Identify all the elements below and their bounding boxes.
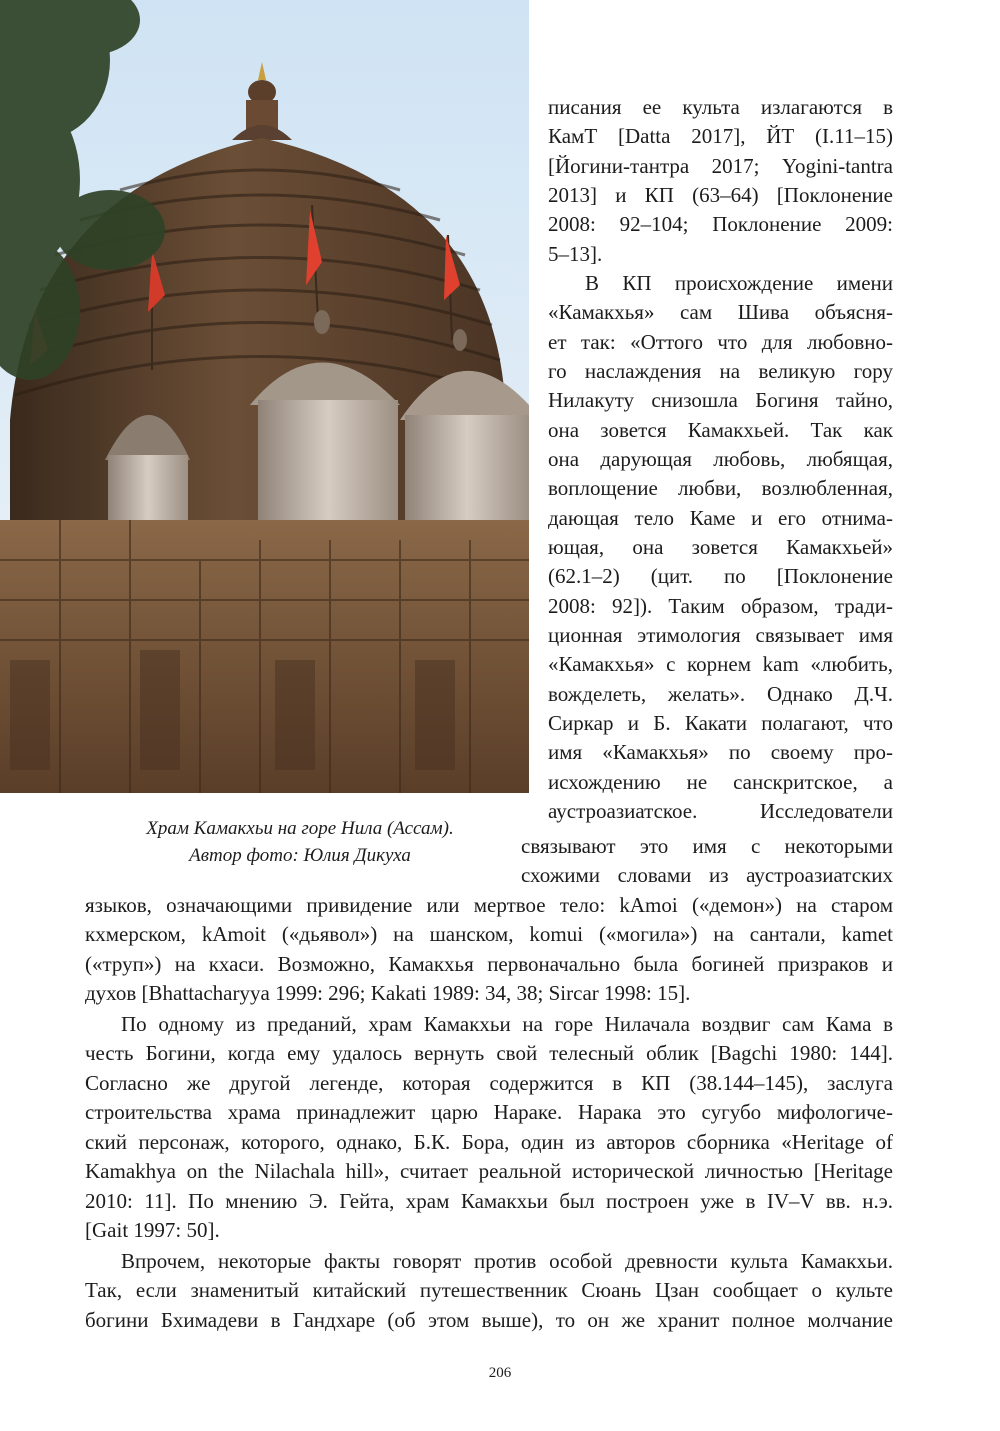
text-line: Сиркар и Б. Какати полагают, что <box>548 711 893 735</box>
text-line: дающая тело Каме и его отнима- <box>548 506 893 530</box>
text-line: языков, означающими привидение или мертвое тело: kAmoi («демон») на старом <box>85 893 893 917</box>
text-line: схожими словами из аустроазиатских <box>521 863 893 887</box>
text-line: («труп») на кхаси. Возможно, Камакхья первоначально была богиней призраков и <box>85 952 893 976</box>
text-line: писания ее культа излагаются в <box>548 95 893 119</box>
text-line: ский персонаж, которого, однако, Б.К. Бора, один из авторов сборника «Heritage of <box>85 1130 893 1154</box>
text-line: [Gait 1997: 50]. <box>85 1218 220 1242</box>
temple-photo <box>0 0 529 793</box>
text-line: (62.1–2) (цит. по [Поклонение <box>548 564 893 588</box>
photo-caption <box>100 815 500 869</box>
text-line: честь Богини, когда ему удалось вернуть свой телесный облик [Bagchi 1980: 144]. <box>85 1041 893 1065</box>
text-line: вожделеть, желать». Однако Д.Ч. <box>548 682 893 706</box>
text-line: «Камакхья» с корнем kam «любить, <box>548 652 893 676</box>
text-line: 2010: 11]. По мнению Э. Гейта, храм Камакхьи был построен уже в IV–V вв. н.э. <box>85 1189 893 1213</box>
text-line: исхождению не санскритское, а <box>548 770 893 794</box>
text-line: ющая, она зовется Камакхьей» <box>548 535 893 559</box>
text-line: связывают это имя с некоторыми <box>521 834 893 858</box>
text-line: го наслаждения на великую гору <box>548 359 893 383</box>
text-line: Kamakhya on the Nilachala hill», считает реальной исторической личностью [Heritage <box>85 1159 893 1183</box>
text-line: Так, если знаменитый китайский путешественник Сюань Цзан сообщает о культе <box>85 1278 893 1302</box>
text-line: «Камакхья» сам Шива объясня- <box>548 300 893 324</box>
text-line: Нилакуту снизошла Богиня тайно, <box>548 388 893 412</box>
text-line: кхмерском, kAmoit («дьявол») на шанском, komui («могила») на сантали, kamet <box>85 922 893 946</box>
text-line: аустроазиатское. Исследователи <box>548 799 893 823</box>
caption-line-2: Автор фото: Юлия Дикуха <box>189 845 411 866</box>
text-line: Согласно же другой легенде, которая содержится в КП (38.144–145), заслуга <box>85 1071 893 1095</box>
caption-line-1: Храм Камакхьи на горе Нила (Ассам). <box>146 818 454 839</box>
text-line: 2008: 92–104; Поклонение 2009: <box>548 212 893 236</box>
text-line: КамТ [Datta 2017], ЙТ (I.11–15) <box>548 124 893 148</box>
text-line: ет так: «Оттого что для любовно- <box>548 330 893 354</box>
text-line: По одному из преданий, храм Камакхьи на горе Нилачала воздвиг сам Кама в <box>121 1012 893 1036</box>
text-line: В КП происхождение имени <box>585 271 893 295</box>
text-line: ционная этимология связывает имя <box>548 623 893 647</box>
text-line: 2008: 92]). Таким образом, тради- <box>548 594 893 618</box>
text-line: она дарующая любовь, любящая, <box>548 447 893 471</box>
page-number: 206 <box>488 1365 512 1381</box>
text-line: воплощение любви, возлюбленная, <box>548 476 893 500</box>
text-line: богини Бхимадеви в Гандхаре (об этом выше), то он же хранит полное молчание <box>85 1308 893 1332</box>
text-line: Впрочем, некоторые факты говорят против особой древности культа Камакхьи. <box>121 1249 893 1273</box>
text-line: имя «Камакхья» по своему про- <box>548 740 893 764</box>
text-line: строительства храма принадлежит царю Нараке. Нарака это сугубо мифологиче- <box>85 1100 893 1124</box>
text-line: она зовется Камакхьей. Так как <box>548 418 893 442</box>
text-line: 2013] и КП (63–64) [Поклонение <box>548 183 893 207</box>
text-line: духов [Bhattacharyya 1999: 296; Kakati 1989: 34, 38; Sircar 1998: 15]. <box>85 981 691 1005</box>
text-line: 5–13]. <box>548 242 603 266</box>
text-line: [Йогини-тантра 2017; Yogini-tantra <box>548 154 893 178</box>
